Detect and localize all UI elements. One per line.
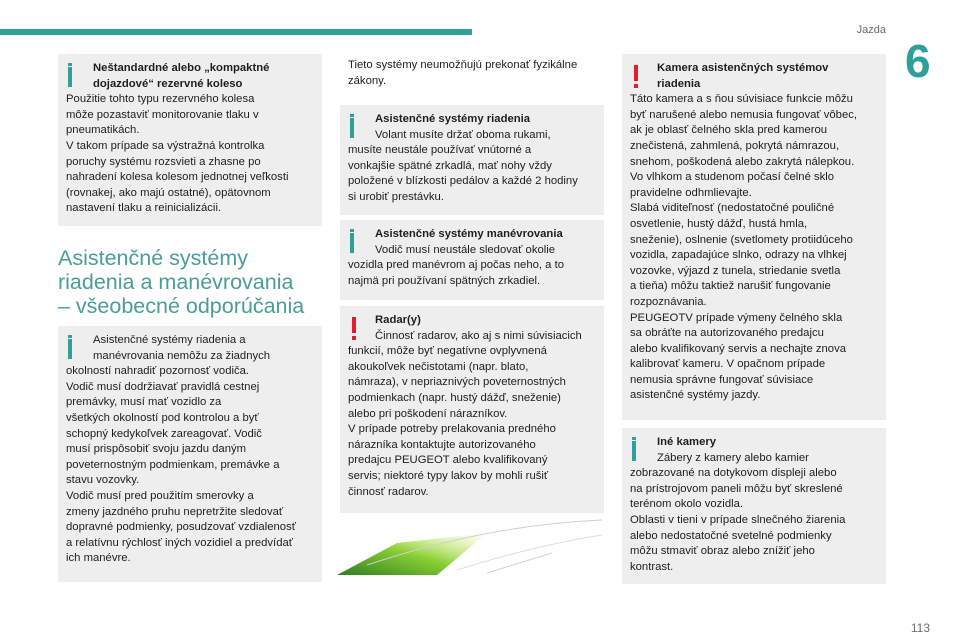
info-box-steering-assist <box>340 105 604 215</box>
info-box-general <box>58 326 322 582</box>
warning-box-radar <box>340 306 604 513</box>
warning-icon <box>352 317 356 333</box>
intro-text: Tieto systémy neumožňujú prekonať fyzikálne zákony. <box>348 59 578 87</box>
warning-icon <box>634 65 638 81</box>
warning-box-text: Táto kamera a s ňou súvisiace funkcie môžu byť narušené alebo nemusia fungovať vôbec, ak je oblasť čelného skla pred kamerou znečistená, zahmlená, pokrytá námrazou, snehom, poškodená alebo zakrytá nálepkou. Vo vlhkom a studenom počasí čelné sklo pravidelne odhmlievajte. Slabá viditeľnosť (nedostatočné pouličné osvetlenie, hustý dážď, hustá hmla, sneženie), oslnenie (svetlomety protiidúceho vozidla, zapadajúce slnko, odrazy na vlhkej vozovke, výjazd z tunela, striedanie svetla a tieňa) môžu taktiež narušiť fungovanie rozpoznávania. PEUGEOTV prípade výmeny čelného skla sa obráťte na autorizovaného predajcu alebo kvalifikovaný servis a nechajte znova kalibrovať kameru. V opačnom prípade nemusia správne fungovať súvisiace asistenčné systémy jazdy. <box>630 93 858 402</box>
info-box-title: Asistenčné systémy manévrovania <box>375 228 563 240</box>
page-number: 113 <box>910 621 930 635</box>
chapter-number: 6 <box>905 35 931 87</box>
info-box-first-line: Zábery z kamery alebo kamier <box>657 451 809 464</box>
info-box-first-line: Volant musíte držať oboma rukami, <box>375 128 551 141</box>
decorative-graphic <box>337 515 607 575</box>
info-box-other-cameras <box>622 428 886 584</box>
section-heading: Asistenčné systémy riadenia a manévrovania – všeobecné odporúčania <box>58 246 305 318</box>
warning-box-first-line: Činnosť radarov, ako aj s nimi súvisiacich <box>375 329 582 342</box>
header-accent-bar <box>0 29 472 35</box>
info-icon <box>350 118 354 138</box>
info-icon <box>68 67 72 87</box>
info-box-text: vozidla pred manévrom aj počas neho, a to najmä pri používaní spätných zrkadiel. <box>348 259 565 287</box>
warning-box-title: Radar(y) <box>375 314 421 326</box>
info-box-text: zobrazované na dotykovom displeji alebo na prístrojovom paneli môžu byť skreslené terénom okolo vozidla. Oblasti v tieni v prípade slnečného žiarenia alebo nedostatočné svetelné podmienky môžu stmaviť obraz alebo znížiť jeho kontrast. <box>630 467 846 573</box>
chapter-title: Jazda <box>856 24 886 36</box>
info-box-title: Neštandardné alebo „kompaktné dojazdové“ rezervné koleso <box>93 62 270 90</box>
info-box-title: Iné kamery <box>657 436 717 448</box>
info-icon <box>350 233 354 253</box>
info-box-text: musíte neustále používať vnútorné a vonkajšie spätné zrkadlá, mať nohy vždy položené v blízkosti pedálov a každé 2 hodiny si urobiť prestávku. <box>348 144 578 203</box>
warning-box-title: Kamera asistenčných systémov riadenia <box>657 62 829 90</box>
info-icon <box>632 441 636 461</box>
warning-box-text: funkcií, môže byť negatívne ovplyvnená akoukoľvek nečistotami (napr. blato, námraza), v nepriaznivých poveternostných podmienkach (napr. hustý dážď, sneženie) alebo pri poškodení nárazníkov. V prípade potreby prelakovania predného nárazníka kontaktujte autorizovaného predajcu PEUGEOT alebo kvalifikovaný servis; niektoré typy lakov by mohli rušiť činnosť radarov. <box>348 345 566 498</box>
warning-box-camera <box>622 54 886 420</box>
info-box-maneuver-assist <box>340 220 604 300</box>
info-icon <box>68 339 72 359</box>
info-box-spare-wheel <box>58 54 322 226</box>
info-box-first-line: Asistenčné systémy riadenia a manévrovania nemôžu za žiadnych <box>93 334 271 362</box>
info-box-title: Asistenčné systémy riadenia <box>375 113 531 125</box>
info-box-text: okolností nahradiť pozornosť vodiča. Vodič musí dodržiavať pravidlá cestnej premávky, musí mať vozidlo za všetkých okolností pod kontrolou a byť schopný kedykoľvek zareagovať. Vodič musí prispôsobiť svoju jazdu daným poveternostným podmienkam, premávke a stavu vozovky. Vodič musí pred použitím smerovky a zmeny jazdného pruhu nepretržite sledovať dopravné podmienky, posudzovať vzdialenosť a relatívnu rýchlosť iných vozidiel a predvídať ich manévre. <box>66 365 296 565</box>
info-box-first-line: Vodič musí neustále sledovať okolie <box>375 243 556 256</box>
info-box-text: Použitie tohto typu rezervného kolesa môže pozastaviť monitorovanie tlaku v pneumatikách. V takom prípade sa výstražná kontrolka poruchy systému rozsvieti a zhasne po nahradení kolesa kolesom jednotnej veľkosti (rovnakej, ako majú ostatné), opätovnom nastavení tlaku a reinicializácii. <box>66 93 289 215</box>
